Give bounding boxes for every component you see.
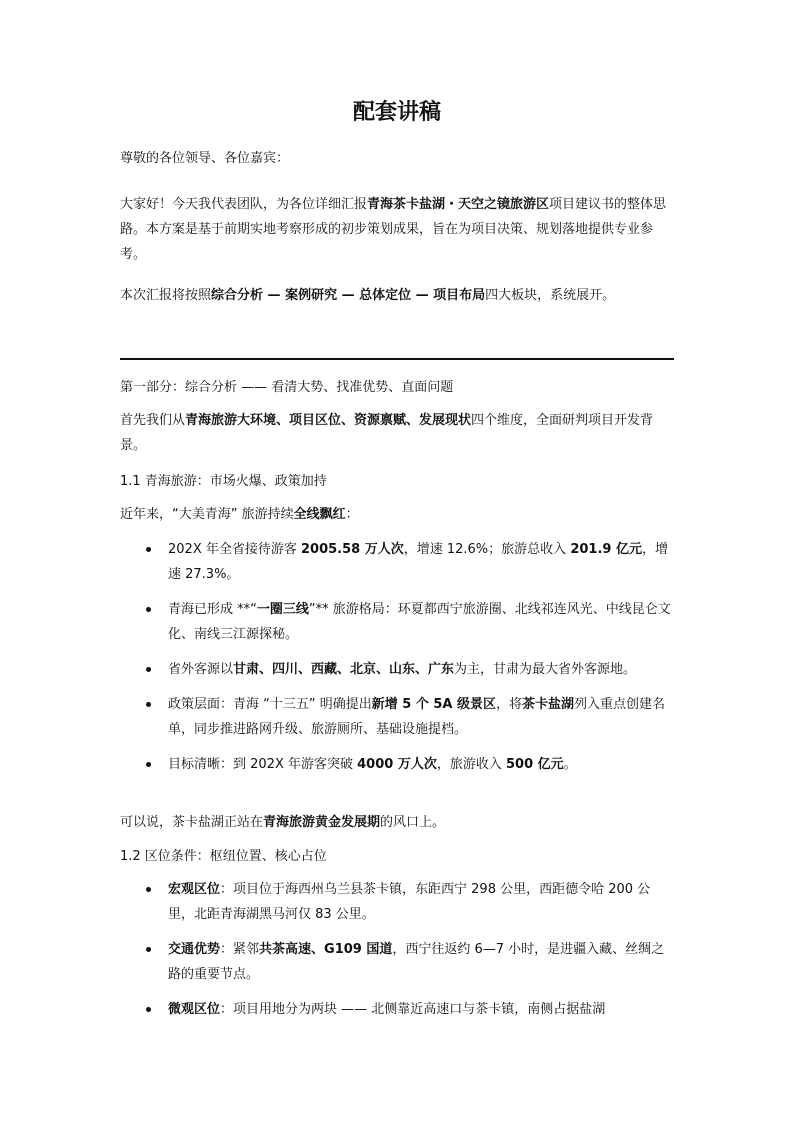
text-run: ： bbox=[345, 507, 359, 522]
text-run: 的风口上。 bbox=[380, 815, 446, 830]
bullet-dot-icon bbox=[146, 762, 151, 767]
text-run: ”** 旅游格局：环夏都西宁旅游圈、北线祁连风光、中线昆仑文化、南线三江源探秘。 bbox=[168, 602, 671, 642]
bold-text: 500 亿元 bbox=[505, 757, 564, 772]
intro-paragraph-2 bbox=[120, 283, 674, 308]
section-1-1-heading: 1.1 青海旅游：市场火爆、政策加持 bbox=[120, 474, 327, 489]
text-run: ，增速 12.6%；旅游总收入 bbox=[403, 542, 571, 557]
list-item bbox=[120, 657, 674, 682]
part1-heading: 第一部分：综合分析 —— 看清大势、找准优势、直面问题 bbox=[120, 380, 454, 395]
bold-text: 宏观区位 bbox=[168, 882, 221, 897]
text-run: 政策层面：青海 “十三五” 明确提出 bbox=[168, 697, 372, 712]
text-run: 列入重点创建名单，同步推进路网升级、旅游厕所、基础设施提档。 bbox=[168, 697, 666, 737]
text-run: 首先我们从 bbox=[120, 413, 186, 428]
section-1-1-closing bbox=[120, 810, 674, 835]
intro-paragraph-1 bbox=[120, 192, 674, 267]
text-run: ，将 bbox=[496, 697, 523, 712]
text-run: ：项目位于海西州乌兰县茶卡镇，东距西宁 298 公里，西距德令哈 200 公里，北距青海湖黑马河仅 83 公里。 bbox=[168, 882, 651, 922]
bold-text: 青海旅游黄金发展期 bbox=[263, 815, 381, 830]
text-run: ，西宁往返约 6—7 小时，是进疆入藏、丝绸之路的重要节点。 bbox=[168, 942, 665, 982]
list-item bbox=[120, 997, 674, 1022]
section-1-2-bullets bbox=[120, 877, 674, 1022]
list-item bbox=[120, 752, 674, 777]
list-item bbox=[120, 692, 674, 742]
bullet-dot-icon bbox=[146, 607, 151, 612]
bold-text: 全线飘红 bbox=[293, 507, 346, 522]
part1-intro bbox=[120, 408, 674, 458]
section-1-1-lead bbox=[120, 502, 674, 527]
list-item bbox=[120, 877, 674, 927]
text-run: 202X 年全省接待游客 bbox=[168, 542, 301, 557]
bold-text: 新增 5 个 5A 级景区 bbox=[371, 697, 497, 712]
bullet-dot-icon bbox=[146, 547, 151, 552]
bold-text: 2005.58 万人次 bbox=[300, 542, 404, 557]
section-1-1-bullets bbox=[120, 537, 674, 777]
bold-text: 综合分析 — 案例研究 — 总体定位 — 项目布局 bbox=[211, 288, 486, 303]
bold-text: 4000 万人次 bbox=[357, 757, 437, 772]
text-run: 本次汇报将按照 bbox=[120, 288, 212, 303]
bullet-dot-icon bbox=[146, 887, 151, 892]
bold-text: 茶卡盐湖 bbox=[522, 697, 575, 712]
text-run: 目标清晰：到 202X 年游客突破 bbox=[168, 757, 358, 772]
bullet-dot-icon bbox=[146, 1007, 151, 1012]
bold-text: 201.9 亿元 bbox=[570, 542, 642, 557]
text-run: 四个维度，全面研判项目开发背景。 bbox=[120, 413, 654, 453]
text-run: 四大板块，系统展开。 bbox=[485, 288, 616, 303]
section-1-2-heading: 1.2 区位条件：枢纽位置、核心占位 bbox=[120, 849, 327, 864]
bold-text: 共茶高速、G109 国道 bbox=[259, 942, 393, 957]
text-run: 省外客源以 bbox=[168, 662, 234, 677]
bullet-dot-icon bbox=[146, 702, 151, 707]
text-run: 大家好！今天我代表团队，为各位详细汇报 bbox=[120, 197, 368, 212]
list-item bbox=[120, 537, 674, 587]
section-divider bbox=[120, 358, 674, 360]
text-run: ，增速 27.3%。 bbox=[168, 542, 668, 582]
text-run: 近年来，“大美青海” 旅游持续 bbox=[120, 507, 294, 522]
greeting: 尊敬的各位领导、各位嘉宾： bbox=[120, 151, 290, 166]
bold-text: 一圈三线 bbox=[256, 602, 309, 617]
text-run: 为主，甘肃为最大省外客源地。 bbox=[454, 662, 637, 677]
text-run: ：紧邻 bbox=[220, 942, 260, 957]
bold-text: 青海旅游大环境、项目区位、资源禀赋、发展现状 bbox=[185, 413, 472, 428]
bold-text: 微观区位 bbox=[168, 1002, 221, 1017]
text-run: ，旅游收入 bbox=[436, 757, 506, 772]
bold-text: 交通优势 bbox=[168, 942, 221, 957]
bold-text: 青海茶卡盐湖・天空之镜旅游区 bbox=[367, 197, 550, 212]
text-run: 青海已形成 **“ bbox=[168, 602, 257, 617]
text-run: 可以说，茶卡盐湖正站在 bbox=[120, 815, 264, 830]
bold-text: 甘肃、四川、西藏、北京、山东、广东 bbox=[233, 662, 455, 677]
bullet-dot-icon bbox=[146, 947, 151, 952]
list-item bbox=[120, 937, 674, 987]
text-run: ：项目用地分为两块 —— 北侧靠近高速口与茶卡镇，南侧占据盐湖 bbox=[220, 1002, 606, 1017]
bullet-dot-icon bbox=[146, 667, 151, 672]
list-item bbox=[120, 597, 674, 647]
text-run: 。 bbox=[563, 757, 577, 772]
text-run: 项目建议书的整体思路。本方案是基于前期实地考察形成的初步策划成果，旨在为项目决策、规划落地提供专业参考。 bbox=[120, 197, 667, 262]
page-title: 配套讲稿 bbox=[352, 100, 441, 125]
